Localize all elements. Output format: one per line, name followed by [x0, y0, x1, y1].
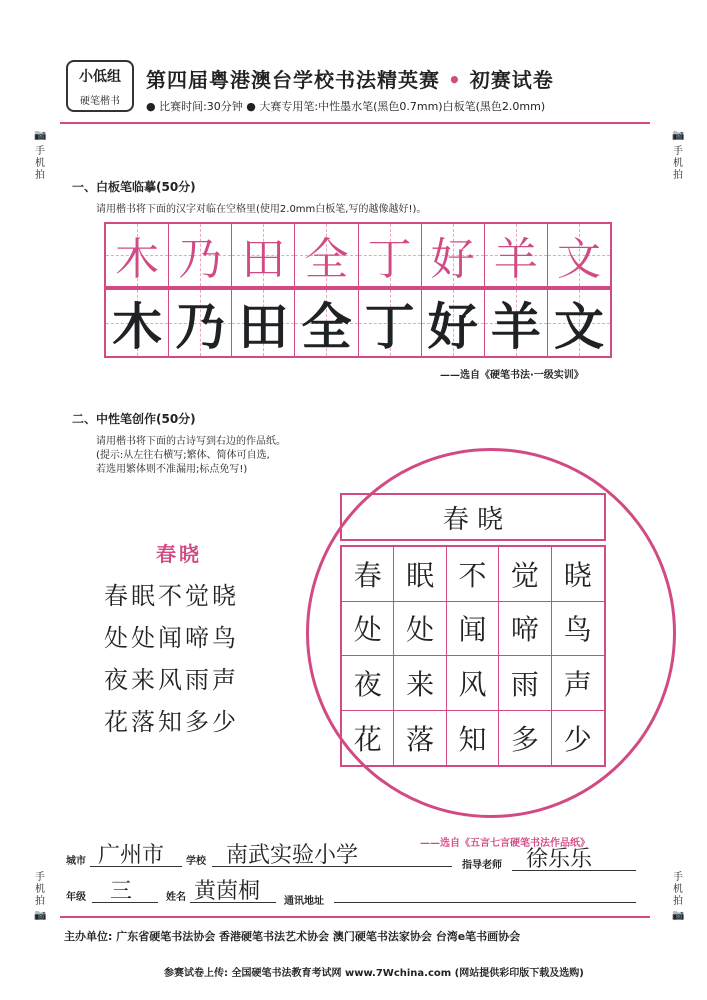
model-cell	[422, 224, 485, 286]
work-char: 知	[447, 711, 499, 766]
section2-source: ——选自《五言七言硬笔书法作品纸》	[420, 838, 590, 849]
model-char: 羊	[493, 234, 538, 285]
work-char: 闻	[447, 602, 499, 657]
work-char: 声	[552, 656, 604, 711]
camera-icon-top-left: 📷	[34, 130, 47, 141]
model-char: 文	[556, 234, 601, 285]
side-label-top-right: 手机拍	[673, 146, 683, 181]
work-title: 春 晓	[340, 493, 606, 541]
work-char: 啼	[499, 602, 551, 657]
school-field[interactable]	[212, 838, 452, 867]
practice-char: 田	[238, 298, 289, 356]
work-char: 多	[499, 711, 551, 766]
practice-grid	[104, 288, 612, 358]
work-char: 处	[342, 602, 394, 657]
practice-char: 乃	[175, 298, 226, 356]
section1-source: ——选自《硬笔书法·一级实训》	[440, 370, 584, 381]
school-value: 南武实验小学	[226, 843, 359, 868]
section2-heading: 二、中性笔创作(50分)	[72, 412, 196, 426]
section1-heading: 一、白板笔临摹(50分)	[72, 180, 196, 194]
model-char: 乃	[178, 234, 223, 285]
organizers: 主办单位: 广东省硬笔书法协会 香港硬笔书法艺术协会 澳门硬笔书法家协会 台湾e笔书画协会	[64, 930, 521, 943]
camera-icon-top-right: 📷	[672, 130, 685, 141]
teacher-field[interactable]	[512, 842, 636, 871]
badge-group: 小低组	[79, 69, 121, 85]
model-cell	[169, 224, 232, 286]
section1-instruction: 请用楷书将下面的汉字对临在空格里(使用2.0mm白板笔,写的越像越好!)。	[96, 204, 427, 215]
group-badge	[66, 60, 134, 112]
footer-divider	[60, 916, 650, 918]
side-label-bottom-left: 手机拍	[35, 872, 45, 907]
section2-instruction-3: 若选用繁体则不准漏用;标点免写!)	[96, 464, 248, 475]
model-cell	[232, 224, 295, 286]
practice-char: 文	[553, 298, 604, 356]
city-field[interactable]	[90, 838, 182, 867]
grade-value: 三	[110, 879, 133, 904]
header-divider	[60, 122, 650, 124]
name-label: 姓名	[166, 892, 186, 903]
name-field[interactable]	[190, 874, 276, 903]
section2-instruction-2: (提示:从左往右横写;繁体、简体可自选,	[96, 450, 270, 461]
camera-icon-bottom-right: 📷	[672, 910, 685, 921]
practice-char: 木	[112, 298, 163, 356]
work-char: 风	[447, 656, 499, 711]
address-label: 通讯地址	[284, 896, 324, 907]
teacher-value: 徐乐乐	[526, 847, 593, 872]
title-dot: •	[447, 68, 462, 92]
city-value: 广州市	[98, 843, 165, 868]
model-cell	[106, 224, 169, 286]
work-grid	[340, 545, 606, 767]
practice-char: 羊	[490, 298, 541, 356]
work-char: 雨	[499, 656, 551, 711]
model-char: 丁	[367, 234, 412, 285]
model-char: 木	[115, 234, 160, 285]
model-char: 全	[304, 234, 349, 285]
city-label: 城市	[66, 856, 86, 867]
work-char: 春	[342, 547, 394, 602]
model-char: 田	[241, 234, 286, 285]
time-info: ● 比赛时间:30分钟 ● 大赛专用笔:中性墨水笔(黑色0.7mm)白板笔(黑色2.0mm)	[146, 100, 546, 113]
work-char: 来	[394, 656, 446, 711]
upload-info: 参赛试卷上传: 全国硬笔书法教育考试网 www.7Wchina.com (网站提供彩印版下载及选购)	[164, 968, 584, 979]
name-value: 黄茵桐	[194, 879, 261, 904]
work-char: 少	[563, 722, 592, 756]
work-char: 晓	[552, 547, 604, 602]
practice-cell	[422, 290, 485, 356]
model-grid	[104, 222, 612, 288]
poem-title: 春晓	[156, 542, 202, 566]
title-main: 第四届粤港澳台学校书法精英赛	[146, 68, 440, 92]
title-suffix: 初赛试卷	[469, 68, 554, 92]
work-char: 眠	[394, 547, 446, 602]
work-char: 不	[447, 547, 499, 602]
side-label-top-left: 手机拍	[35, 146, 45, 181]
work-char: 落	[394, 711, 446, 766]
practice-cell	[485, 290, 548, 356]
practice-char: 全	[301, 298, 352, 356]
poem-line: 处处闻啼鸟	[104, 624, 239, 652]
work-char: 鸟	[552, 602, 604, 657]
teacher-label: 指导老师	[462, 860, 502, 871]
practice-char: 好	[427, 298, 478, 356]
address-field[interactable]	[334, 878, 636, 903]
practice-cell	[232, 290, 295, 356]
section2-instruction-1: 请用楷书将下面的古诗写到右边的作品纸。	[96, 436, 286, 447]
model-cell	[548, 224, 610, 286]
page-title	[146, 64, 554, 93]
practice-cell	[106, 290, 169, 356]
work-char: 花	[342, 711, 394, 766]
practice-cell	[548, 290, 610, 356]
practice-cell	[359, 290, 422, 356]
work-char: 觉	[499, 547, 551, 602]
model-cell	[485, 224, 548, 286]
work-char: 处	[394, 602, 446, 657]
poem-line: 夜来风雨声	[104, 666, 239, 694]
model-cell	[359, 224, 422, 286]
poem-line: 花落知多少	[104, 708, 239, 736]
practice-cell	[295, 290, 358, 356]
school-label: 学校	[186, 856, 206, 867]
grade-field[interactable]	[92, 874, 158, 903]
badge-type: 硬笔楷书	[80, 96, 120, 107]
model-cell	[295, 224, 358, 286]
practice-char: 丁	[364, 298, 415, 356]
model-char: 好	[430, 234, 475, 285]
poem-line: 春眠不觉晓	[104, 582, 239, 610]
practice-cell	[169, 290, 232, 356]
camera-icon-bottom-left: 📷	[34, 910, 47, 921]
side-label-bottom-right: 手机拍	[673, 872, 683, 907]
work-char: 夜	[342, 656, 394, 711]
grade-label: 年级	[66, 892, 86, 903]
